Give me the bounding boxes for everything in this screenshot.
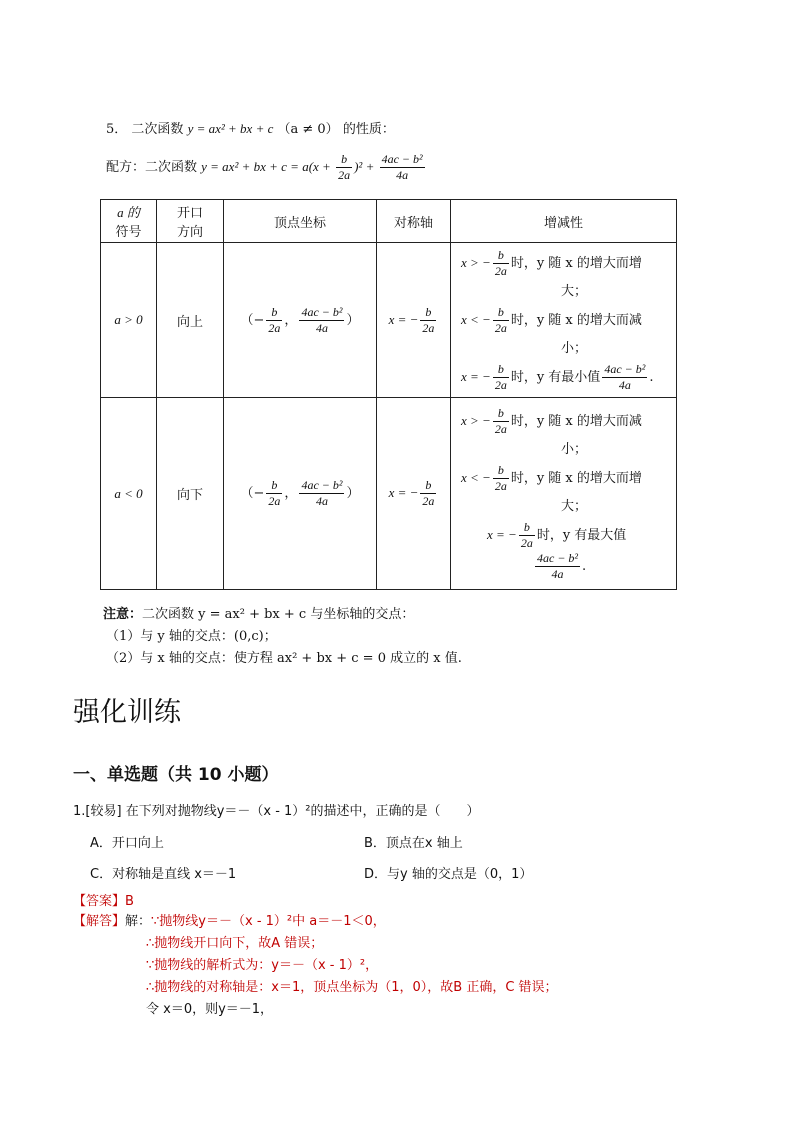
intro-formula: y = ax² + bx + c [187,121,274,136]
section-title: 强化训练 [73,697,181,728]
mono-line [461,305,676,336]
frac-den: 2a [422,320,435,335]
solution-step: ∴抛物线开口向下，故A 错误； [146,936,324,951]
solution-step: ∵抛物线y＝－（x - 1）²中 a＝－1＜0， [151,914,386,929]
fraction [299,305,344,336]
completing-formula: y = ax² + bx + c = a(x + [201,159,335,174]
frac-num: b [519,520,535,536]
fraction [493,406,509,437]
fraction [266,478,282,509]
note-item-1: （1）与 y 轴的交点：(0,c)； [106,629,277,644]
note-line [103,603,414,622]
vertex-sep: ， [284,312,298,328]
frac-den: 4a [315,320,328,335]
frac-den: 2a [422,494,435,508]
vertex-open: （− [240,486,265,501]
fraction [336,152,352,183]
mono-line [461,362,676,393]
frac-num: b [493,248,509,264]
mono-text: 时，y 随 x 的增大而增 [510,255,642,271]
mono-cont: 大； [561,498,588,514]
header-vertex: 顶点坐标 [224,200,377,243]
fraction [299,478,344,509]
frac-den: 4a [551,566,564,581]
option-d[interactable]: D．与y 轴的交点是（0，1） [364,867,533,882]
mono-cont: 大； [561,283,588,299]
frac-den: 2a [268,320,281,335]
fraction [535,551,580,582]
frac-den: 2a [494,263,507,278]
option-b[interactable]: B．顶点在x 轴上 [364,836,463,851]
frac-den: 2a [338,168,351,182]
header-dir-l2: 方向 [176,225,203,240]
direction-cell: 向下 [157,398,224,590]
header-sign-l1: a 的 [117,205,140,220]
note-title: 注意： [103,607,143,622]
frac-num: 4ac − b² [604,361,646,376]
mono-line [461,406,676,437]
header-dir-l1: 开口 [176,206,203,221]
mono-line [461,520,676,551]
completing-square-line [106,152,427,183]
frac-num: b [493,305,509,321]
header-sign [101,200,157,243]
vertex-sep: ， [284,486,298,501]
mono-text: 时，y 随 x 的增大而减 [510,413,642,429]
sign-cell: a < 0 [101,398,157,590]
answer-value: B [125,894,134,909]
frac-num: b [266,305,282,321]
solution-step: ∴抛物线的对称轴是：x＝1，顶点坐标为（1，0），故B 正确，C 错误； [146,980,558,995]
fraction [266,305,282,336]
frac-den: 4a [315,494,328,508]
completing-mid: )² + [354,159,378,174]
solution-step: ∵抛物线的解析式为：y＝－（x - 1）²， [146,958,379,973]
frac-den: 2a [268,494,281,508]
monotonicity-cell [451,243,677,398]
frac-num: b [336,152,352,168]
fraction [420,478,436,509]
answer-line [73,890,134,909]
header-sign-l2: 符号 [115,225,142,240]
item-number: 5． [106,122,128,137]
question-stem [73,800,480,819]
option-a[interactable]: A．开口向上 [90,836,164,851]
mono-cond: x > − [461,254,491,270]
mono-text: 时，y 有最小值 [510,369,601,385]
fraction [493,305,509,336]
axis-cell [377,398,451,590]
solution-line [73,910,386,929]
fraction [493,362,509,393]
intro-condition: （a ≠ 0） [277,122,339,137]
vertex-open: （− [240,312,265,328]
vertex-cell [224,398,377,590]
frac-num: b [266,478,282,494]
mono-text: 时，y 随 x 的增大而减 [510,312,642,328]
sign-cell: a > 0 [101,243,157,398]
intro-tail: 的性质： [342,122,395,137]
solution-prefix: 解： [125,914,152,929]
header-direction [157,200,224,243]
question-text: 在下列对抛物线y＝－（x - 1）²的描述中，正确的是（ ） [121,804,480,819]
note-text: 二次函数 y = ax² + bx + c 与坐标轴的交点： [142,607,415,622]
frac-num: 4ac − b² [301,478,343,492]
mono-line [461,551,676,582]
mono-text: 时，y 随 x 的增大而增 [510,470,642,486]
direction-cell: 向上 [157,243,224,398]
table-row [101,398,677,590]
axis-prefix: x = − [388,485,419,500]
frac-num: b [420,305,436,321]
difficulty-tag: [较易] [85,804,122,819]
frac-num: b [493,362,509,378]
answer-label: 【答案】 [73,894,126,909]
frac-num: 4ac − b² [381,152,423,166]
solution-step: 令 x＝0，则y＝－1， [146,1002,274,1017]
mono-line [461,463,676,494]
intro-text: 二次函数 [131,122,188,137]
mono-cond: x > − [461,412,491,428]
completing-label: 配方：二次函数 [106,160,202,175]
vertex-close: ） [346,312,360,328]
header-monotonicity: 增减性 [451,200,677,243]
subsection-title: 一、单选题（共 10 小题） [73,765,279,785]
mono-end: . [649,369,654,385]
mono-cond: x < − [461,311,491,327]
fraction [493,248,509,279]
mono-end: . [582,558,587,574]
frac-den: 4a [618,377,631,392]
mono-cond: x = − [487,526,517,542]
quadratic-properties-table [100,199,677,590]
frac-den: 2a [520,535,533,550]
header-axis: 对称轴 [377,200,451,243]
frac-den: 2a [494,421,507,436]
mono-cond: x < − [461,469,491,485]
mono-cont: 小； [561,340,588,356]
mono-cont: 小； [561,441,588,457]
frac-den: 2a [494,377,507,392]
solution-label: 【解答】 [73,914,126,929]
fraction [420,305,436,336]
axis-cell [377,243,451,398]
fraction [493,463,509,494]
fraction [602,362,647,393]
frac-den: 4a [396,168,409,182]
fraction [380,152,425,183]
fraction [519,520,535,551]
question-number: 1. [73,804,86,819]
table-header-row [101,200,677,243]
mono-text: 时，y 有最大值 [536,527,627,543]
vertex-cell [224,243,377,398]
property-heading [106,118,395,137]
vertex-close: ） [346,486,360,501]
frac-num: b [420,478,436,494]
mono-line [461,248,676,279]
note-item-2: （2）与 x 轴的交点：使方程 ax² + bx + c = 0 成立的 x 值. [106,651,462,666]
frac-den: 2a [494,478,507,493]
option-c[interactable]: C．对称轴是直线 x＝－1 [90,867,237,882]
frac-num: 4ac − b² [301,304,343,319]
frac-den: 2a [494,320,507,335]
table-row [101,243,677,398]
frac-num: 4ac − b² [537,550,579,565]
mono-cond: x = − [461,368,491,384]
axis-prefix: x = − [388,311,419,327]
monotonicity-cell [451,398,677,590]
frac-num: b [493,406,509,422]
frac-num: b [493,463,509,479]
